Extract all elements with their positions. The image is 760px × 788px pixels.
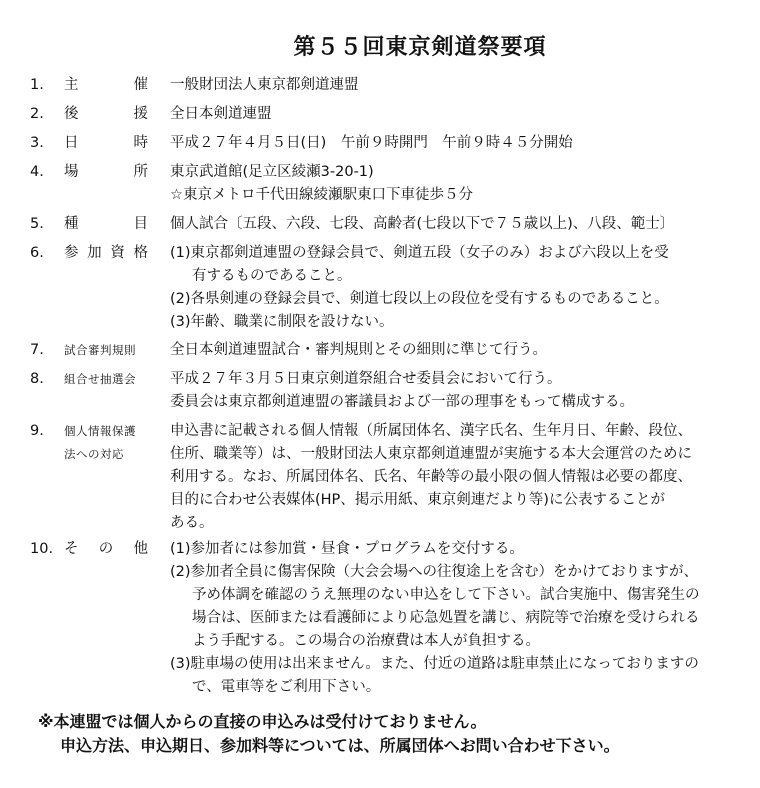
item-content: 平成２７年３月５日東京剣道祭組合せ委員会において行う。 委員会は東京都剣道連盟の審議員および一部の理事をもって構成する。 [170,371,634,410]
item-label: そ の 他 [64,541,148,557]
item-content: 申込書に記載される個人情報（所属団体名、漢字氏名、生年月日、年齢、段位、 住所、職業等）は、一般財団法人東京都剣道連盟が実施する本大会運営のために 利用する。なお、所属団体名、氏名、年齢等の最小限の個人情報は必要の都度、 目的に合わせ公表媒体(HP、掲示用紙、東京剣連だより等)に公表することが ある。 [170,423,692,531]
item-label: 日 時 [64,135,148,151]
item-number: 9. [30,423,44,439]
item-content: 一般財団法人東京都剣道連盟 [170,77,359,93]
item-label: 場 所 [64,164,148,180]
item-content: 東京武道館(足立区綾瀬3-20-1) ☆東京メトロ千代田線綾瀬駅東口下車徒歩５分 [170,164,473,203]
item-number: 3. [30,135,44,151]
item-number: 5. [30,216,44,232]
item-number: 1. [30,77,44,93]
item-label: 参 加 資 格 [64,245,148,261]
item-label: 個人情報保護 法への対応 [64,424,136,461]
item-number: 10. [30,541,54,557]
notice-line-1: ※本連盟では個人からの直接の申込みは受付けておりません。 [38,712,487,731]
item-content: 全日本剣道連盟 [170,106,272,122]
item-content: 平成２７年４月５日(日) 午前９時開門 午前９時４５分開始 [170,135,573,151]
notice-line-2: 申込方法、申込期日、参加料等については、所属団体へお問い合わせ下さい。 [60,736,620,755]
item-label: 後 援 [64,106,148,122]
item-content: 個人試合〔五段、六段、七段、高齢者(七段以下で７５歳以上)、八段、範士〕 [170,216,675,232]
item-label: 主 催 [64,77,148,93]
item-number: 2. [30,106,44,122]
item-content: (1)東京都剣道連盟の登録会員で、剣道五段（女子のみ）および六段以上を受 有するものであること。 (2)各県剣連の登録会員で、剣道七段以上の段位を受有するものであること。 (3)年齢、職業に制限を設けない。 [170,245,669,330]
notice [38,710,738,758]
item-number: 6. [30,245,44,261]
item-label: 組合せ抽選会 [64,372,136,386]
item-content: 全日本剣道連盟試合・審判規則とその細則に準じて行う。 [170,342,547,358]
item-number: 7. [30,342,44,358]
item-number: 8. [30,371,44,387]
item-content: (1)参加者には参加賞・昼食・プログラムを交付する。 (2)参加者全員に傷害保険（大会会場への往復途上を含む）をかけておりますが、 予め体調を確認のうえ無理のない申込をして下さい。試合実施中、傷害発生の 場合は、医師または看護師により応急処置を講じ、病院等で治療を受けられる よう手配する。この場合の治療費は本人が負担する。 (3)駐車場の使用は出来ません。また、付近の道路は駐車禁止になっておりますの で、電車等をご利用下さい。 [170,541,700,695]
item-label: 種 目 [64,216,148,232]
document-title: 第５５回東京剣道祭要項 [293,35,547,60]
item-number: 4. [30,164,44,180]
item-label: 試合審判規則 [64,343,136,357]
